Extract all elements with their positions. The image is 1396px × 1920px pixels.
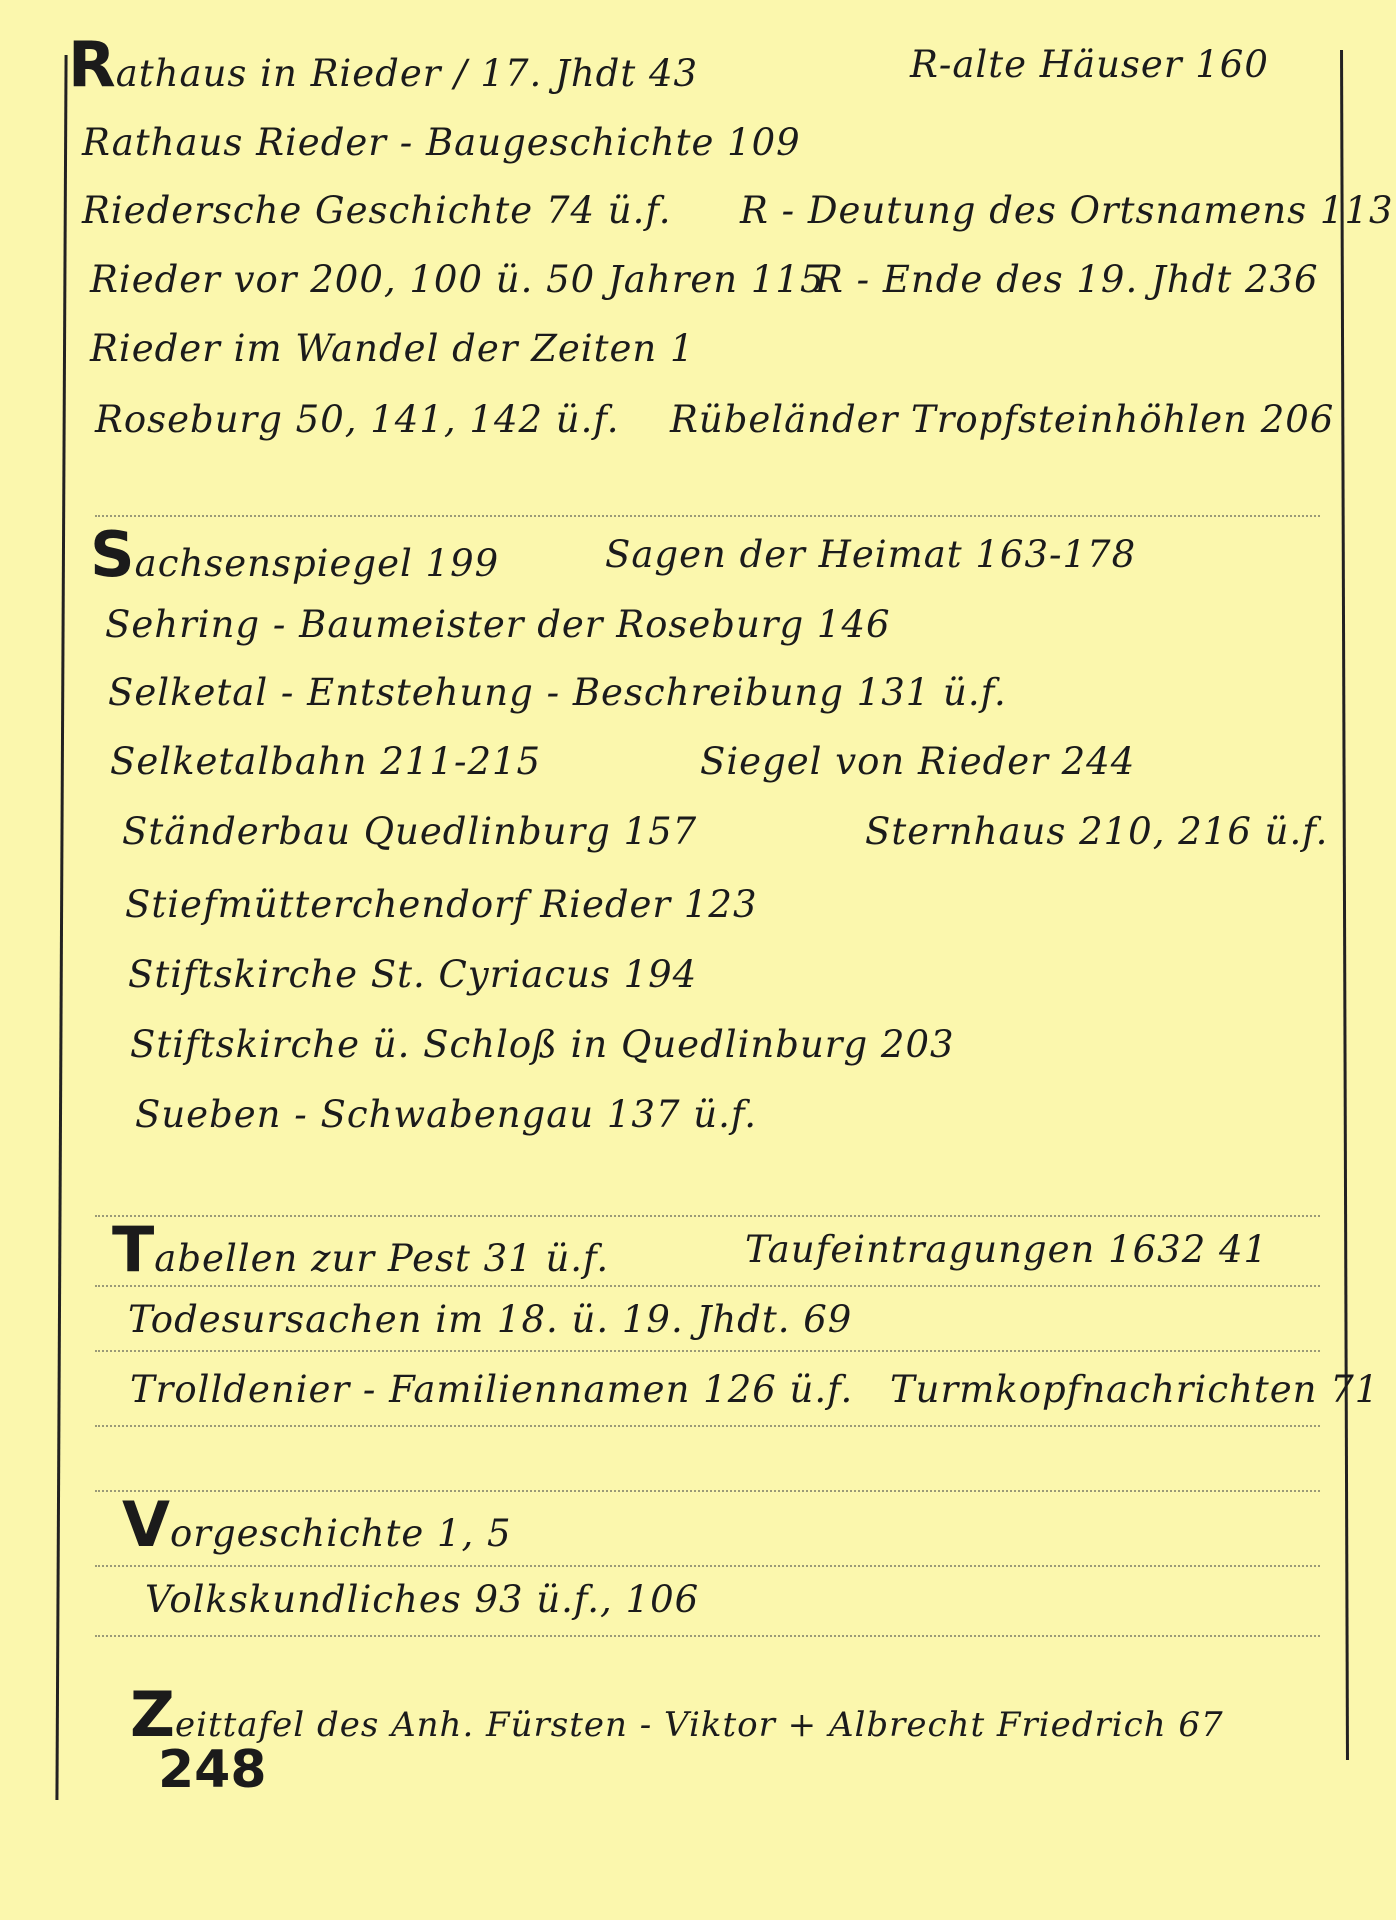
- index-entry: Taufeintragungen 1632 41: [745, 1228, 1269, 1271]
- section-initial: V: [122, 1488, 170, 1561]
- index-entry: Turmkopfnachrichten 71: [890, 1368, 1380, 1411]
- left-margin-line: [55, 55, 67, 1800]
- index-entry: Stiftskirche ü. Schloß in Quedlinburg 203: [130, 1023, 955, 1066]
- index-entry: Rübeländer Tropfsteinhöhlen 206: [670, 398, 1335, 441]
- index-entry: [112, 1215, 609, 1294]
- entry-text: abellen zur Pest 31 ü.f.: [154, 1237, 610, 1280]
- index-entry: R-alte Häuser 160: [910, 43, 1269, 86]
- index-entry: Volkskundliches 93 ü.f., 106: [145, 1578, 700, 1621]
- right-margin-line: [1340, 50, 1349, 1760]
- index-entry: Sehring - Baumeister der Roseburg 146: [105, 603, 891, 646]
- ruled-line: [95, 1425, 1320, 1427]
- index-entry: Siegel von Rieder 244: [700, 740, 1136, 783]
- index-entry: R - Deutung des Ortsnamens 113: [740, 189, 1394, 232]
- index-entry: Rieder vor 200, 100 ü. 50 Jahren 115: [90, 258, 825, 301]
- index-entry: Selketal - Entstehung - Beschreibung 131 ü.f.: [108, 671, 1007, 714]
- index-entry: Todesursachen im 18. ü. 19. Jhdt. 69: [128, 1298, 853, 1341]
- ruled-line: [95, 515, 1320, 517]
- index-entry: [68, 30, 698, 109]
- ruled-line: [95, 1635, 1320, 1637]
- index-entry: Sagen der Heimat 163-178: [605, 533, 1137, 576]
- index-entry: Sternhaus 210, 216 ü.f.: [865, 810, 1329, 853]
- entry-text: achsenspiegel 199: [134, 542, 500, 585]
- entry-text: eittafel des Anh. Fürsten - Viktor + Albrecht Friedrich 67: [174, 1705, 1224, 1745]
- index-entry: R - Ende des 19. Jhdt 236: [815, 258, 1319, 301]
- index-entry: Selketalbahn 211-215: [110, 740, 542, 783]
- entry-text: orgeschichte 1, 5: [169, 1512, 512, 1555]
- index-entry: Trolldenier - Familiennamen 126 ü.f.: [130, 1368, 854, 1411]
- index-entry: [122, 1490, 512, 1569]
- index-entry: Sueben - Schwabengau 137 ü.f.: [135, 1093, 757, 1136]
- index-entry: [130, 1680, 1224, 1760]
- entry-text: athaus in Rieder / 17. Jhdt 43: [115, 52, 699, 95]
- section-initial: T: [112, 1213, 155, 1286]
- index-entry: Rieder im Wandel der Zeiten 1: [90, 327, 695, 370]
- page-number: 248: [158, 1740, 267, 1800]
- index-entry: Roseburg 50, 141, 142 ü.f.: [95, 398, 620, 441]
- index-entry: Riedersche Geschichte 74 ü.f.: [82, 189, 672, 232]
- index-entry: Ständerbau Quedlinburg 157: [122, 810, 698, 853]
- section-initial: Z: [130, 1678, 175, 1751]
- index-entry: Rathaus Rieder - Baugeschichte 109: [82, 121, 801, 164]
- index-entry: Stiftskirche St. Cyriacus 194: [128, 953, 698, 996]
- section-initial: R: [68, 28, 116, 101]
- index-entry: Stiefmütterchendorf Rieder 123: [125, 883, 758, 926]
- section-initial: S: [90, 518, 135, 591]
- index-entry: [90, 520, 499, 599]
